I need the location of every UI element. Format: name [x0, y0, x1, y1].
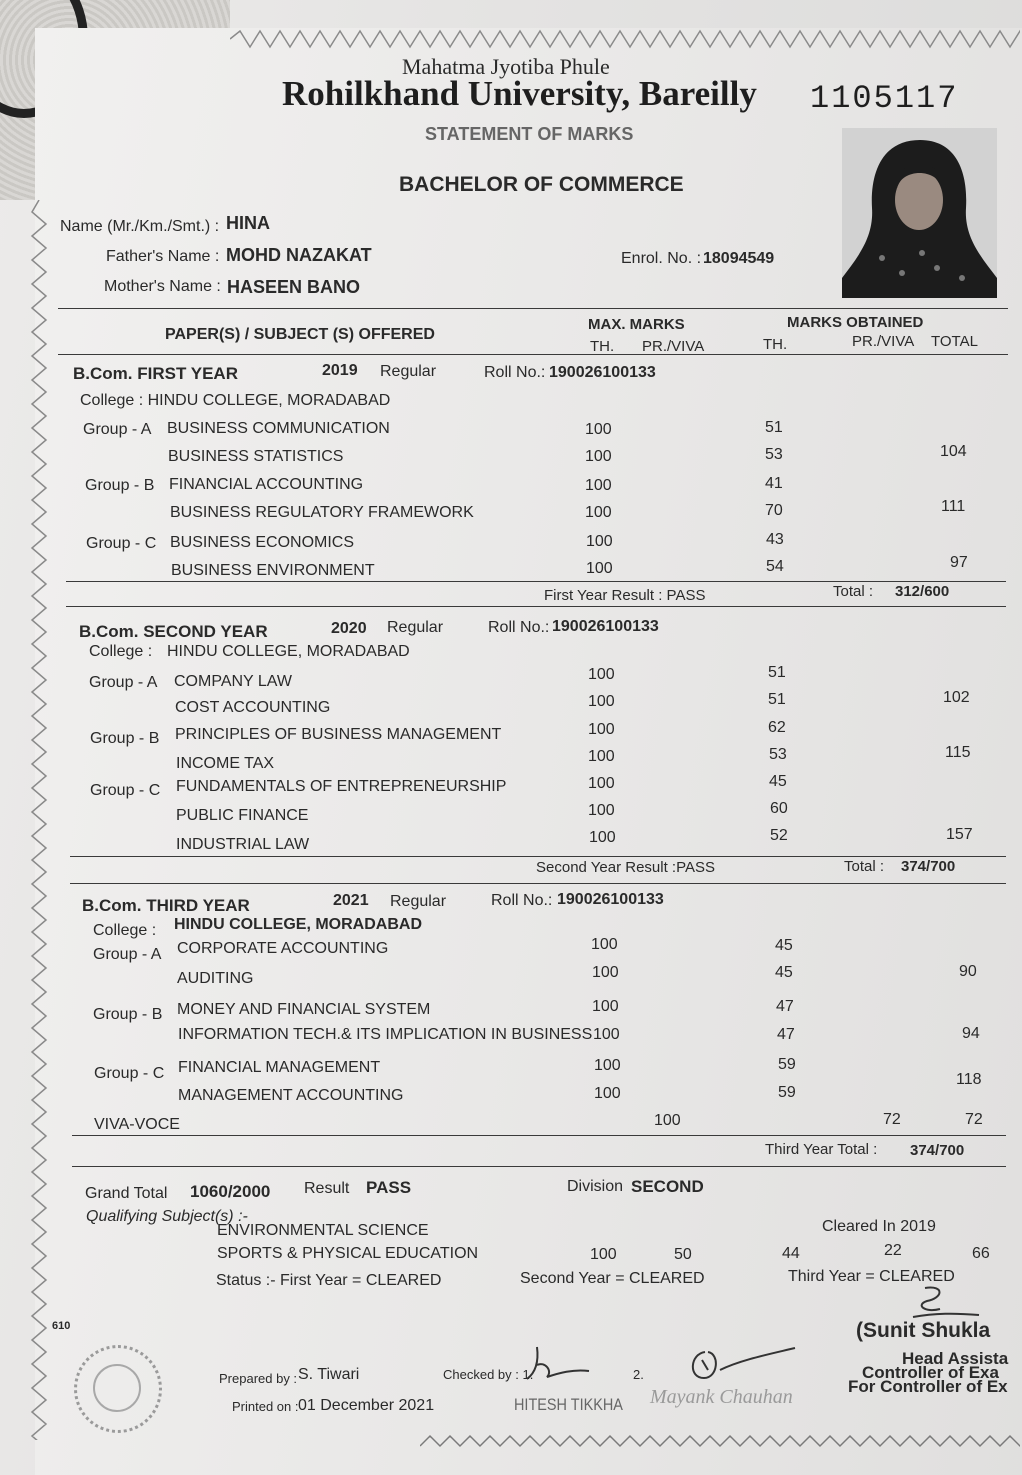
max-marks: 100	[586, 560, 613, 577]
year2-year: 2020	[331, 620, 367, 637]
max-marks: 100	[588, 802, 615, 819]
signature-3	[905, 1283, 985, 1323]
obtained-th: 51	[768, 664, 786, 681]
year1-total-label: Total :	[833, 583, 874, 600]
year2-title: B.Com. SECOND YEAR	[79, 622, 268, 641]
status-second-year: Second Year = CLEARED	[520, 1270, 705, 1287]
qualifying-max-th: 100	[590, 1246, 617, 1263]
column-max-prviva: PR./VIVA	[642, 338, 705, 355]
column-max-marks: MAX. MARKS	[588, 316, 685, 333]
subject-name: BUSINESS REGULATORY FRAMEWORK	[170, 504, 474, 521]
final-result: PASS	[366, 1178, 412, 1197]
qualifying-subject: ENVIRONMENTAL SCIENCE	[217, 1222, 429, 1239]
column-marks-obtained: MARKS OBTAINED	[787, 314, 924, 331]
subject-name: AUDITING	[177, 970, 254, 987]
subject-name: BUSINESS STATISTICS	[168, 448, 344, 465]
obtained-th: 54	[766, 558, 784, 575]
subject-name: INDUSTRIAL LAW	[176, 836, 310, 853]
signatory-title: Head Assista	[902, 1349, 1009, 1368]
year1-college: College : HINDU COLLEGE, MORADABAD	[80, 392, 391, 409]
subject-name: FINANCIAL MANAGEMENT	[178, 1059, 381, 1076]
group-total: 72	[965, 1111, 983, 1128]
decorative-border-bottom	[420, 1432, 1020, 1450]
subject-name: MANAGEMENT ACCOUNTING	[178, 1087, 404, 1104]
subject-name: MONEY AND FINANCIAL SYSTEM	[177, 1001, 431, 1018]
column-obt-prviva: PR./VIVA	[852, 333, 915, 350]
max-marks: 100	[586, 533, 613, 550]
signatory-name: (Sunit Shukla	[856, 1319, 991, 1342]
year3-total: 374/700	[910, 1142, 965, 1159]
obtained-th: 45	[775, 964, 793, 981]
year1-roll-label: Roll No.:	[484, 364, 546, 381]
max-marks: 100	[585, 504, 612, 521]
year1-total: 312/600	[895, 583, 950, 600]
year1-year: 2019	[322, 362, 358, 379]
checker-name-1: HITESH TIKKHA	[514, 1395, 623, 1414]
max-marks: 100	[588, 693, 615, 710]
obtained-th: 60	[770, 800, 788, 817]
year2-roll: 190026100133	[552, 618, 659, 635]
status-first-year: Status :- First Year = CLEARED	[216, 1272, 442, 1289]
year2-mode: Regular	[387, 619, 444, 636]
subject-name: INFORMATION TECH.& ITS IMPLICATION IN BUSINESS	[178, 1026, 593, 1043]
obtained-th: 52	[770, 827, 788, 844]
obtained-th: 53	[765, 446, 783, 463]
qualifying-max-pr: 50	[674, 1246, 692, 1263]
divider	[70, 883, 1006, 884]
obtained-th: 47	[777, 1026, 795, 1043]
max-marks: 100	[593, 1026, 620, 1043]
enrol-label: Enrol. No. :	[621, 250, 702, 267]
checker-name-2: Mayank Chauhan	[650, 1386, 793, 1408]
year2-total: 374/700	[901, 858, 956, 875]
grand-total-label: Grand Total	[85, 1185, 168, 1202]
max-marks: 100	[588, 666, 615, 683]
obtained-th: 43	[766, 531, 784, 548]
student-name: HINA	[226, 213, 270, 233]
subject-name: FUNDAMENTALS OF ENTREPRENEURSHIP	[176, 778, 507, 795]
father-label: Father's Name :	[106, 248, 220, 265]
group-label: Group - C	[90, 782, 161, 799]
group-label: Group - A	[89, 674, 158, 691]
group-total: 97	[950, 554, 968, 571]
division: SECOND	[631, 1177, 704, 1196]
subject-name: BUSINESS ECONOMICS	[170, 534, 355, 551]
obtained-th: 59	[778, 1084, 796, 1101]
status-third-year: Third Year = CLEARED	[788, 1268, 955, 1285]
qualifying-pr: 22	[884, 1242, 902, 1259]
max-marks: 100	[589, 829, 616, 846]
checked-label-2: 2.	[633, 1367, 644, 1382]
divider	[66, 581, 1006, 582]
margin-number: 610	[52, 1320, 71, 1332]
statement-title: STATEMENT OF MARKS	[425, 124, 634, 144]
divider	[58, 354, 1008, 355]
group-total: 90	[959, 963, 977, 980]
printed-on: 01 December 2021	[298, 1397, 435, 1414]
decorative-border-left	[30, 200, 48, 1440]
group-total: 104	[940, 443, 967, 460]
printed-label: Printed on :	[232, 1399, 299, 1414]
qualifying-total: 66	[972, 1245, 990, 1262]
year2-result: Second Year Result :PASS	[536, 859, 716, 876]
obtained-th: 51	[768, 691, 786, 708]
subject-name: COST ACCOUNTING	[175, 699, 331, 716]
result-label: Result	[304, 1180, 350, 1197]
max-marks: 100	[594, 1057, 621, 1074]
prepared-label: Prepared by :	[219, 1371, 298, 1386]
student-photo	[842, 128, 997, 298]
obtained-th: 45	[769, 773, 787, 790]
group-total: 111	[941, 498, 966, 515]
year1-title: B.Com. FIRST YEAR	[73, 364, 238, 383]
year2-total-label: Total :	[844, 858, 885, 875]
divider	[58, 308, 1008, 309]
university-seal	[74, 1345, 162, 1433]
max-marks: 100	[588, 721, 615, 738]
signature-1	[515, 1343, 595, 1383]
obtained-th: 70	[765, 502, 783, 519]
divider	[72, 1135, 1006, 1136]
cleared-year: Cleared In 2019	[822, 1218, 936, 1235]
group-label: Group - B	[90, 730, 160, 747]
year3-title: B.Com. THIRD YEAR	[82, 896, 250, 915]
subject-name: CORPORATE ACCOUNTING	[177, 940, 389, 957]
max-marks: 100	[654, 1112, 681, 1129]
decorative-border-top	[230, 28, 1020, 50]
group-label: Group - A	[93, 946, 162, 963]
max-marks: 100	[588, 775, 615, 792]
max-marks: 100	[585, 448, 612, 465]
column-obt-total: TOTAL	[931, 333, 978, 350]
max-marks: 100	[588, 748, 615, 765]
divider	[72, 1166, 1006, 1167]
obtained-th: 51	[765, 419, 783, 436]
subject-name: INCOME TAX	[176, 755, 275, 772]
group-total: 118	[956, 1071, 982, 1088]
signature-2	[680, 1340, 800, 1390]
group-label: Group - B	[85, 477, 155, 494]
university-name: Rohilkhand University, Bareilly	[282, 74, 757, 113]
obtained-th: 41	[765, 475, 783, 492]
year3-year: 2021	[333, 892, 369, 909]
obtained-th: 47	[776, 998, 794, 1015]
year3-college-label: College :	[93, 922, 157, 939]
father-name: MOHD NAZAKAT	[226, 245, 372, 265]
signatory-title: For Controller of Ex	[848, 1377, 1008, 1396]
column-obt-th: TH.	[763, 336, 788, 353]
year2-roll-label: Roll No.:	[488, 619, 550, 636]
year3-roll-label: Roll No.:	[491, 892, 553, 909]
grand-total: 1060/2000	[190, 1182, 271, 1201]
subject-name: PRINCIPLES OF BUSINESS MANAGEMENT	[175, 726, 502, 743]
name-label: Name (Mr./Km./Smt.) :	[60, 218, 220, 235]
checked-label: Checked by : 1.	[443, 1367, 534, 1382]
max-marks: 100	[585, 477, 612, 494]
division-label: Division	[567, 1178, 624, 1195]
mother-name: HASEEN BANO	[227, 277, 361, 297]
qualifying-label: Qualifying Subject(s) :-	[86, 1208, 248, 1225]
degree-title: BACHELOR OF COMMERCE	[399, 173, 684, 196]
subject-name: VIVA-VOCE	[94, 1116, 180, 1133]
prepared-by: S. Tiwari	[298, 1366, 360, 1383]
group-label: Group - C	[86, 535, 157, 552]
obtained-th: 53	[769, 746, 787, 763]
group-total: 94	[962, 1025, 980, 1042]
max-marks: 100	[592, 964, 619, 981]
group-total: 157	[946, 826, 973, 843]
group-label: Group - B	[93, 1006, 163, 1023]
column-max-th: TH.	[590, 338, 615, 355]
year1-result: First Year Result : PASS	[544, 587, 706, 604]
year3-total-label: Third Year Total :	[765, 1141, 878, 1158]
obtained-prviva: 72	[883, 1111, 901, 1128]
subject-name: PUBLIC FINANCE	[176, 807, 309, 824]
subject-name: COMPANY LAW	[174, 673, 292, 690]
group-total: 115	[945, 744, 971, 761]
divider	[66, 606, 1006, 607]
qualifying-th: 44	[782, 1245, 800, 1262]
obtained-th: 45	[775, 937, 793, 954]
qualifying-subject: SPORTS & PHYSICAL EDUCATION	[217, 1245, 479, 1262]
enrol-number: 18094549	[703, 250, 775, 267]
year3-college: HINDU COLLEGE, MORADABAD	[174, 916, 422, 933]
obtained-th: 62	[768, 719, 786, 736]
subject-name: BUSINESS ENVIRONMENT	[171, 562, 375, 579]
max-marks: 100	[585, 421, 612, 438]
group-total: 102	[943, 689, 970, 706]
subject-name: FINANCIAL ACCOUNTING	[169, 476, 364, 493]
header-line1: Mahatma Jyotiba Phule	[402, 54, 610, 79]
max-marks: 100	[594, 1085, 621, 1102]
divider	[70, 856, 1006, 857]
group-label: Group - C	[94, 1065, 165, 1082]
year2-college: HINDU COLLEGE, MORADABAD	[167, 643, 410, 660]
max-marks: 100	[592, 998, 619, 1015]
column-subject: PAPER(S) / SUBJECT (S) OFFERED	[165, 326, 435, 343]
serial-number: 1105117	[810, 80, 959, 117]
year2-college-label: College :	[89, 643, 153, 660]
year3-mode: Regular	[390, 893, 447, 910]
obtained-th: 59	[778, 1056, 796, 1073]
subject-name: BUSINESS COMMUNICATION	[167, 420, 390, 437]
group-label: Group - A	[83, 421, 152, 438]
signatory-title: Controller of Exa	[862, 1363, 999, 1382]
year1-roll: 190026100133	[549, 364, 656, 381]
year1-mode: Regular	[380, 363, 437, 380]
year3-roll: 190026100133	[557, 891, 664, 908]
mother-label: Mother's Name :	[104, 278, 221, 295]
max-marks: 100	[591, 936, 618, 953]
